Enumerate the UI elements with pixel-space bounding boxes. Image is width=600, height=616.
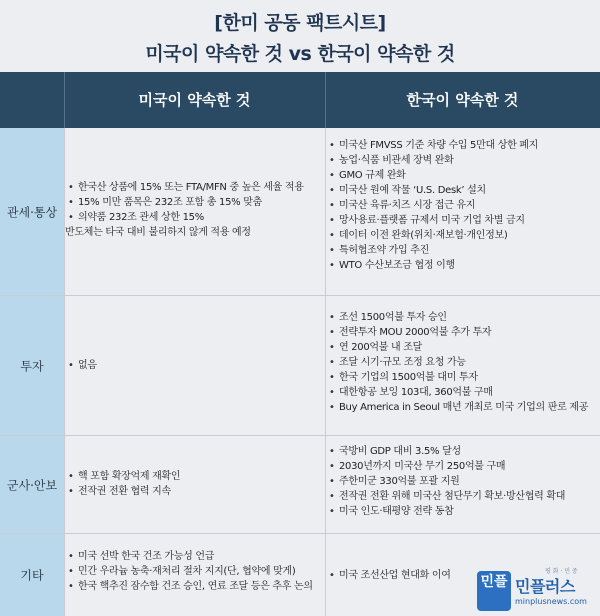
table-row [0,436,600,533]
kr-list [326,138,600,273]
header-divider [325,72,326,128]
list-item: • 미국 인도·태평양 전략 동참 [326,504,600,519]
list-item: • 15% 미만 품목은 232조 포함 총 15% 맞춤 [65,195,325,210]
us-list [65,469,325,499]
category-cell [0,436,64,533]
list-item: • 2030년까지 미국산 무기 250억불 구매 [326,459,600,474]
list-item: • WTO 수산보조금 협정 이행 [326,258,600,273]
list-item: • 한국 기업의 1500억불 대미 투자 [326,370,600,385]
list-item: • 농업·식품 비관세 장벽 완화 [326,153,600,168]
list-item: • 미국산 육류·치즈 시장 접근 유지 [326,198,600,213]
list-item: • 조달 시기·규모 조정 요청 가능 [326,355,600,370]
list-item: • 미국산 FMVSS 기준 차량 수입 5만대 상한 폐지 [326,138,600,153]
us-list [65,358,325,373]
list-item: • Buy America in Seoul 매년 개최로 미국 기업의 판로 제공 [326,400,600,415]
list-item: • 미국 조선산업 현대화 이여 [326,568,600,583]
list-item: • 조선 1500억불 투자 승인 [326,310,600,325]
kr-cell [325,296,600,435]
list-item: • 핵 포함 확장억제 재확인 [65,469,325,484]
us-cell [64,296,325,435]
title-line-1: [한미 공동 팩트시트] [214,12,386,34]
us-cell [64,534,325,616]
list-item: • 미국산 원예 작물 ‘U.S. Desk’ 설치 [326,183,600,198]
list-item: • 전작권 전환 협력 지속 [65,484,325,499]
list-item: • 데이터 이전 완화(위치·재보험·개인정보) [326,228,600,243]
category-label: 관세·통상 [6,205,58,219]
list-item: • 없음 [65,358,325,373]
logo-name: 민플러스 [515,577,575,596]
kr-list [326,310,600,415]
header-divider [64,72,65,128]
title-line-2: 미국이 약속한 것 vs 한국이 약속한 것 [145,43,455,65]
kr-list [326,444,600,519]
list-item: • 전략투자 MOU 2000억불 추가 투자 [326,325,600,340]
header-us: 미국이 약속한 것 [138,91,251,109]
category-cell [0,534,64,616]
category-label: 기타 [20,568,44,583]
title-area [0,0,600,72]
list-item: • 미국 선박 한국 건조 가능성 언급 [65,549,325,564]
list-item: • 대한항공 보잉 103대, 360억불 구매 [326,385,600,400]
category-cell [0,296,64,435]
list-item: • 전작권 전환 위해 미국산 첨단무기 확보·방산협력 확대 [326,489,600,504]
category-label: 군사·안보 [6,478,58,492]
table-header [0,72,600,128]
minplus-logo [473,565,600,616]
kr-cell [325,128,600,295]
list-item: • 특허협조약 가입 추진 [326,243,600,258]
us-list [65,549,325,594]
header-kr: 한국이 약속한 것 [406,91,519,109]
logo-url: minplusnews.com [515,597,587,606]
us-list [65,180,325,240]
list-item: • 망사용료·플랫폼 규제서 미국 기업 차별 금지 [326,213,600,228]
us-cell [64,436,325,533]
list-item: • GMO 규제 완화 [326,168,600,183]
list-item: • 국방비 GDP 대비 3.5% 달성 [326,444,600,459]
kr-cell [325,436,600,533]
category-cell [0,128,64,295]
table-row [0,128,600,295]
table-row [0,296,600,435]
list-item: • 의약품 232조 관세 상한 15% [65,210,325,225]
logo-icon: 민플 [477,571,511,611]
list-item: • 민간 우라늄 농축·재처리 절차 지지(단, 협약에 맞게) [65,564,325,579]
category-label: 투자 [20,359,44,373]
logo-tagline: 평 화 · 민 중 [545,568,578,575]
list-item: • 주한미군 330억불 포괄 지원 [326,474,600,489]
list-item: • 한국산 상품에 15% 또는 FTA/MFN 중 높은 세율 적용 [65,180,325,195]
us-cell [64,128,325,295]
list-item: • 한국 핵추진 잠수함 건조 승인, 연료 조달 등은 추후 논의 [65,579,325,594]
list-item: • 연 200억불 내 조달 [326,340,600,355]
list-item-continuation: 반도체는 타국 대비 불리하지 않게 적용 예정 [65,227,251,238]
